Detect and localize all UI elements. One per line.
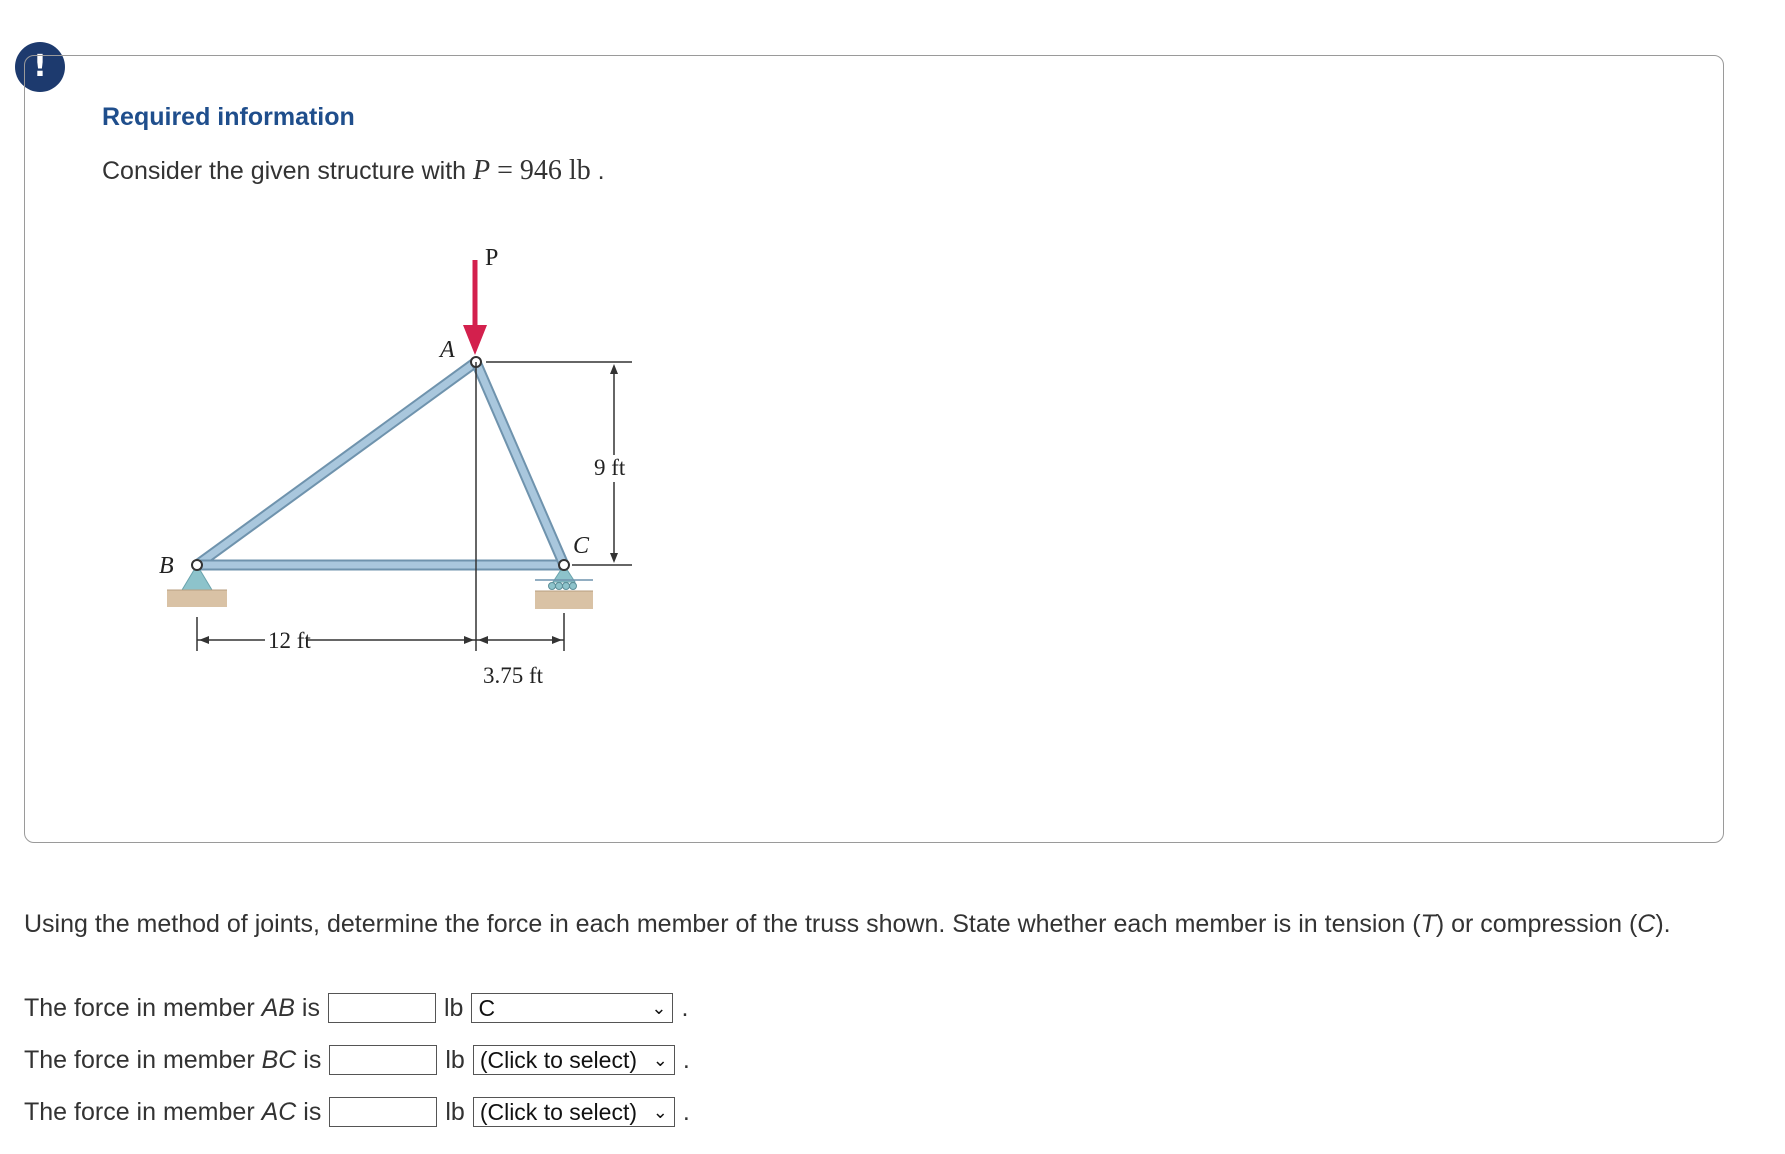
- chevron-down-icon: ⌄: [651, 997, 667, 1018]
- member-name-bc: BC: [261, 1045, 297, 1074]
- answer-row-ab: The force in member AB is lb C ⌄ .: [24, 993, 689, 1022]
- answer-prefix: The force in member: [24, 1097, 255, 1126]
- force-ac-input[interactable]: [329, 1097, 437, 1127]
- roller-support-c: [535, 565, 593, 609]
- sentence-period: .: [682, 1045, 690, 1074]
- question-text: Using the method of joints, determine the force in each member of the truss shown. State whether each member is in tension (T) or compression (C).: [24, 910, 1671, 938]
- sentence-period: .: [682, 1097, 690, 1126]
- joint-b: [192, 560, 202, 570]
- force-ab-type-select[interactable]: [471, 993, 673, 1023]
- selected-value: (Click to select): [479, 1098, 638, 1125]
- force-bc-type-select[interactable]: [473, 1045, 675, 1075]
- unit-label: lb: [445, 1045, 465, 1074]
- member-name-ac: AC: [261, 1097, 297, 1126]
- dimension-span-left-label: 12 ft: [268, 628, 311, 653]
- selected-value: (Click to select): [479, 1046, 638, 1073]
- dimension-span-right-label: 3.75 ft: [483, 663, 544, 688]
- unit-label: lb: [445, 1097, 465, 1126]
- member-name-ab: AB: [261, 993, 295, 1022]
- force-ab-input[interactable]: [328, 993, 436, 1023]
- load-arrow-p: [463, 260, 487, 355]
- chevron-down-icon: ⌄: [652, 1101, 668, 1122]
- required-information-title: Required information: [102, 103, 355, 131]
- chevron-down-icon: ⌄: [652, 1049, 668, 1070]
- answer-row-bc: The force in member BC is lb (Click to select) ⌄ .: [24, 1045, 690, 1074]
- pin-support-b: [167, 565, 227, 607]
- truss-members: [197, 362, 564, 565]
- unit-label: lb: [443, 993, 464, 1022]
- answer-prefix: The force in member: [24, 993, 255, 1022]
- given-suffix: .: [597, 157, 605, 185]
- given-equation: P = 946 lb: [473, 155, 591, 186]
- joint-label-a: A: [440, 337, 455, 363]
- load-label-p: P: [485, 245, 499, 271]
- given-prefix: Consider the given structure with: [102, 157, 467, 185]
- given-statement: [102, 155, 605, 187]
- required-info-alert-icon: !: [15, 42, 65, 92]
- force-ac-type-select[interactable]: [473, 1097, 675, 1127]
- force-bc-input[interactable]: [329, 1045, 437, 1075]
- answer-row-ac: The force in member AC is lb (Click to select) ⌄ .: [24, 1097, 690, 1126]
- answer-prefix: The force in member: [24, 1045, 255, 1074]
- joint-c: [559, 560, 569, 570]
- truss-figure: [140, 235, 660, 735]
- sentence-period: .: [681, 993, 689, 1022]
- joint-label-c: C: [573, 533, 590, 559]
- joint-label-b: B: [159, 553, 174, 579]
- selected-value: C: [478, 994, 496, 1021]
- dimension-height-label: 9 ft: [594, 455, 626, 480]
